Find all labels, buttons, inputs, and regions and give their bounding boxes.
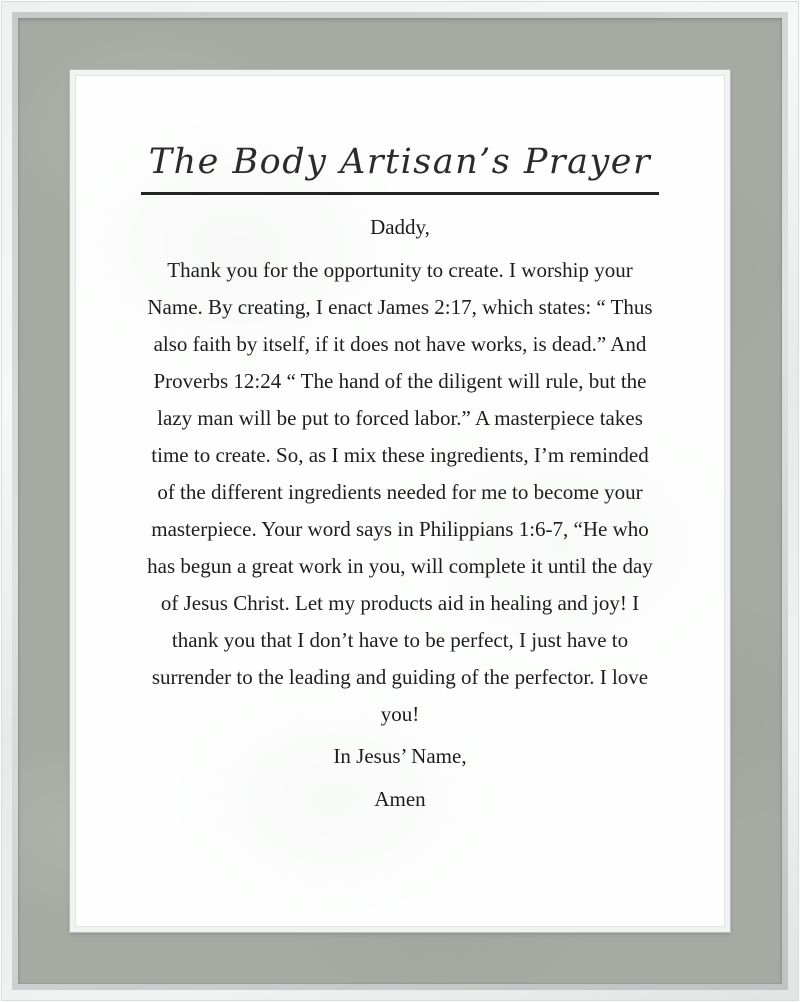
prayer-line: Name. By creating, I enact James 2:17, which states: “ Thus xyxy=(147,295,653,319)
prayer-line: lazy man will be put to forced labor.” A masterpiece takes xyxy=(157,406,643,430)
prayer-amen: Amen xyxy=(374,787,426,811)
prayer-closing: In Jesus’ Name, xyxy=(333,744,467,768)
prayer-line: Thank you for the opportunity to create. I worship your xyxy=(167,258,633,282)
prayer-line: surrender to the leading and guiding of the perfector. I love xyxy=(151,665,649,689)
prayer-line: thank you that I don’t have to be perfect, I just have to xyxy=(171,628,629,652)
prayer-body xyxy=(75,252,725,733)
prayer-page xyxy=(70,70,730,932)
prayer-line: also faith by itself, if it does not have works, is dead.” And xyxy=(153,332,647,356)
prayer-line: Proverbs 12:24 “ The hand of the diligent will rule, but the xyxy=(153,369,647,393)
prayer-salutation: Daddy, xyxy=(370,215,430,239)
prayer-line: you! xyxy=(380,702,420,726)
prayer-line: time to create. So, as I mix these ingredients, I’m reminded xyxy=(151,443,649,467)
prayer-line: has begun a great work in you, will complete it until the day xyxy=(147,554,653,578)
prayer-line: masterpiece. Your word says in Philippians 1:6-7, “He who xyxy=(151,517,649,541)
prayer-line: of Jesus Christ. Let my products aid in healing and joy! I xyxy=(160,591,640,615)
prayer-line: of the different ingredients needed for me to become your xyxy=(157,480,643,504)
prayer-title: The Body Artisan’s Prayer xyxy=(141,140,660,195)
